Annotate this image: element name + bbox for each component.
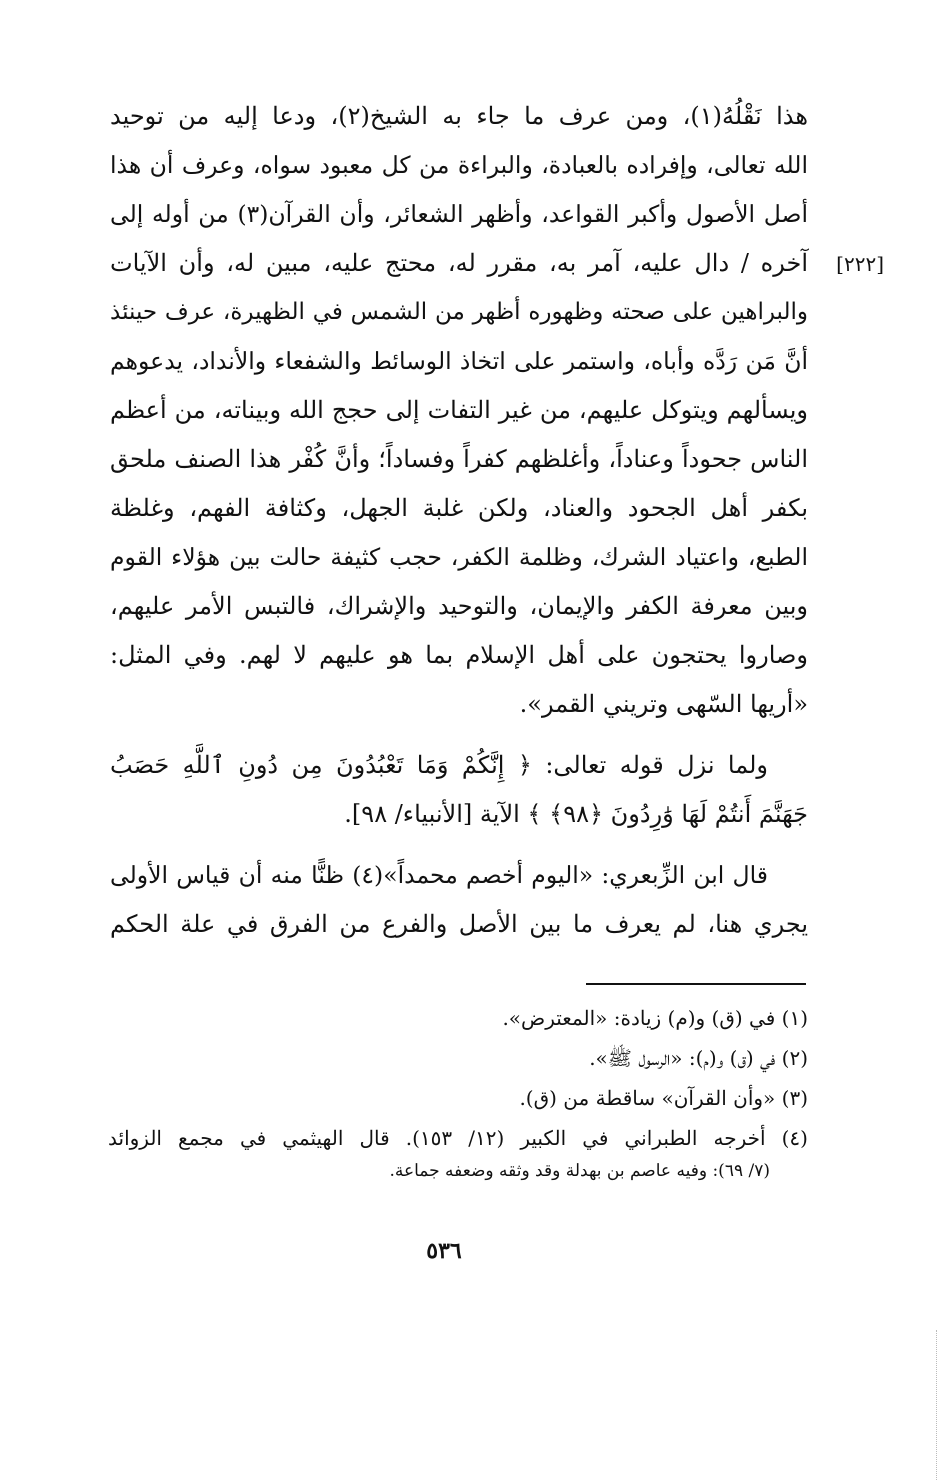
text-line: أنَّ مَن رَدَّه وأباه، واستمر على اتخاذ الوسائط والشفعاء والأنداد، يدعوهم <box>110 347 808 375</box>
text-line: آخره / دال عليه، آمر به، مقرر له، محتج عليه، مبين له، وأن الآيات <box>110 249 808 277</box>
scan-edge-marks <box>936 1330 939 1480</box>
text-line: وبين معرفة الكفر والإيمان، والتوحيد والإشراك، فالتبس الأمر عليهم، <box>110 592 808 620</box>
text-line: أصل الأصول وأكبر القواعد، وأظهر الشعائر، وأن القرآن(٣) من أوله إلى <box>110 200 808 228</box>
main-text <box>110 92 808 949</box>
footnote: (٤) أخرجه الطبراني في الكبير (١٢/ ١٥٣). قال الهيثمي في مجمع الزوائد <box>108 1126 808 1150</box>
text-line: ويسألهم ويتوكل عليهم، من غير التفات إلى حجج الله وبيناته، من أعظم <box>110 396 808 424</box>
footnotes <box>108 998 808 1190</box>
footnote: (١) في (ق) و(م) زيادة: «المعترض». <box>502 1006 808 1030</box>
text-line: «أريها السّهى وتريني القمر». <box>519 690 808 718</box>
paragraph-gap <box>110 729 808 741</box>
verse-line: جَهَنَّمَ أَنتُمْ لَهَا وَٰرِدُونَ ﴿٩٨﴾ ﴾ الآية [الأنبياء/ ٩٨]. <box>344 800 808 828</box>
paragraph-gap <box>110 839 808 851</box>
footnote: (٣) «وأن القرآن» ساقطة من (ق). <box>519 1086 808 1110</box>
text-line: الطبع، واعتياد الشرك، وظلمة الكفر، حجب كثيفة حالت بين هؤلاء القوم <box>110 543 808 571</box>
footnote-separator <box>586 983 806 985</box>
footnote-continuation: (٧/ ٦٩): وفيه عاصم بن بهدلة وقد وثقه وضعفه جماعة. <box>389 1161 770 1181</box>
text-line: يجري هنا، لم يعرف ما بين الأصل والفرع من الفرق في علة الحكم <box>110 910 808 938</box>
text-line: وصاروا يحتجون على أهل الإسلام بما هو عليهم لا لهم. وفي المثل: <box>110 641 808 669</box>
page-number: ٥٣٦ <box>426 1238 462 1264</box>
text-line: قال ابن الزِّبعري: «اليوم أخصم محمداً»(٤) ظنًّا منه أن قياس الأولى <box>110 861 768 889</box>
footnote: (٢) في (ق) و(م): «الرسول ﷺ». <box>589 1046 808 1070</box>
text-line: بكفر أهل الجحود والعناد، ولكن غلبة الجهل، وكثافة الفهم، وغلظة <box>110 494 808 522</box>
verse-line: ولما نزل قوله تعالى: ﴿ إِنَّكُمْ وَمَا تَعْبُدُونَ مِن دُونِ ٱللَّهِ حَصَبُ <box>110 751 768 779</box>
text-line: الله تعالى، وإفراده بالعبادة، والبراءة من كل معبود سواه، وعرف أن هذا <box>110 151 808 179</box>
text-line: هذا نَقْلُهُ(١)، ومن عرف ما جاء به الشيخ(٢)، ودعا إليه من توحيد <box>110 102 808 130</box>
text-line: والبراهين على صحته وظهوره أظهر من الشمس في الظهيرة، عرف حينئذ <box>110 299 808 325</box>
text-line: الناس جحوداً وعناداً، وأغلظهم كفراً وفساداً؛ وأنَّ كُفْر هذا الصنف ملحق <box>110 445 808 473</box>
margin-page-reference: [٢٢٢] <box>836 252 884 276</box>
